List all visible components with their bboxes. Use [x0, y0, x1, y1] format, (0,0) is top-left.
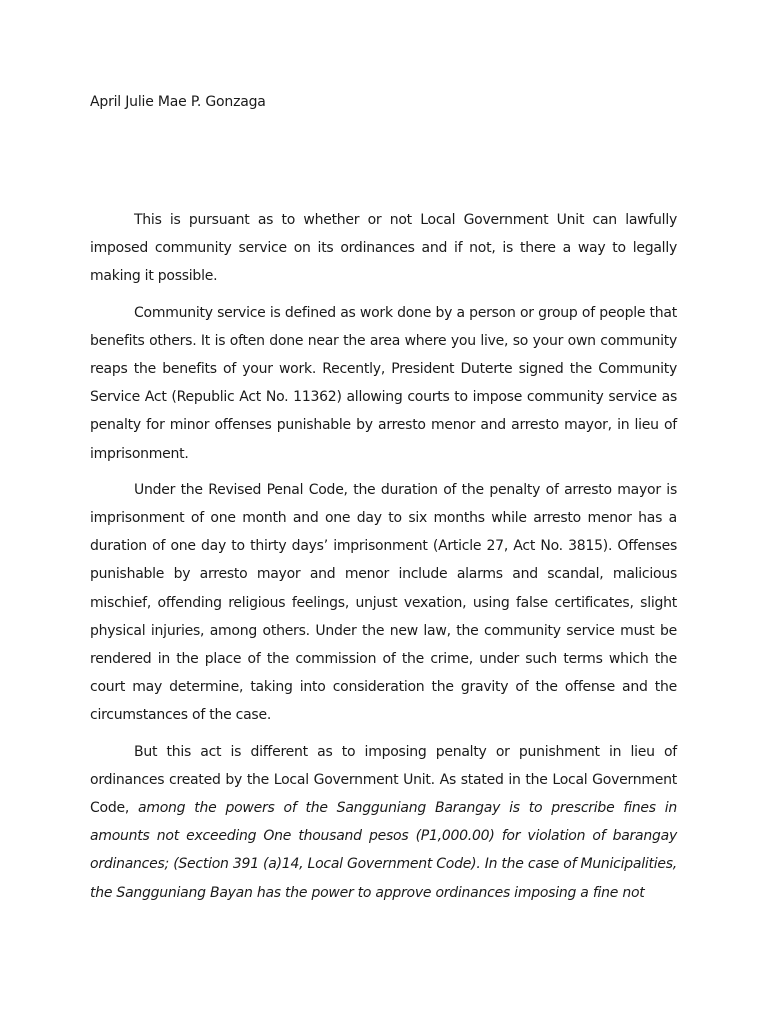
- paragraph-4-plain-text: But this act is different as to imposing penalty or punishment in lieu of ordinances created by the Local Government Unit. As stated in the Local Government Code,: [90, 743, 677, 817]
- paragraph-3: Under the Revised Penal Code, the duration of the penalty of arresto mayor is imprisonment of one month and one day to six months while arresto menor has a duration of one day to thirty days’ imprisonment (Article 27, Act No. 3815). Offenses punishable by arresto mayor and menor include alarms and scandal, malicious mischief, offending religious feelings, unjust vexation, using false certificates, slight physical injuries, among others. Under the new law, the community service must be rendered in the place of the commission of the crime, under such terms which the court may determine, taking into consideration the gravity of the offense and the circumstances of the case.: [90, 481, 677, 724]
- document-body: [90, 206, 677, 907]
- paragraph-1: This is pursuant as to whether or not Local Government Unit can lawfully imposed community service on its ordinances and if not, is there a way to legally making it possible.: [90, 212, 677, 285]
- paragraph-2: Community service is defined as work done by a person or group of people that benefits others. It is often done near the area where you live, so your own community reaps the benefits of your work. Recently, President Duterte signed the Community Service Act (Republic Act No. 11362) allowing courts to impose community service as penalty for minor offenses punishable by arresto menor and arresto mayor, in lieu of imprisonment.: [90, 304, 677, 462]
- paragraph-4-italic-quote: among the powers of the Sangguniang Barangay is to prescribe fines in amounts not exceeding One thousand pesos (P1,000.00) for violation of barangay ordinances; (Section 391 (a)14, Local Government Code). In the case of Municipalities, the Sangguniang Bayan has the power to approve ordinances imposing a fine not: [90, 800, 677, 901]
- author-name: April Julie Mae P. Gonzaga: [90, 94, 266, 110]
- paragraph-4: [90, 738, 677, 907]
